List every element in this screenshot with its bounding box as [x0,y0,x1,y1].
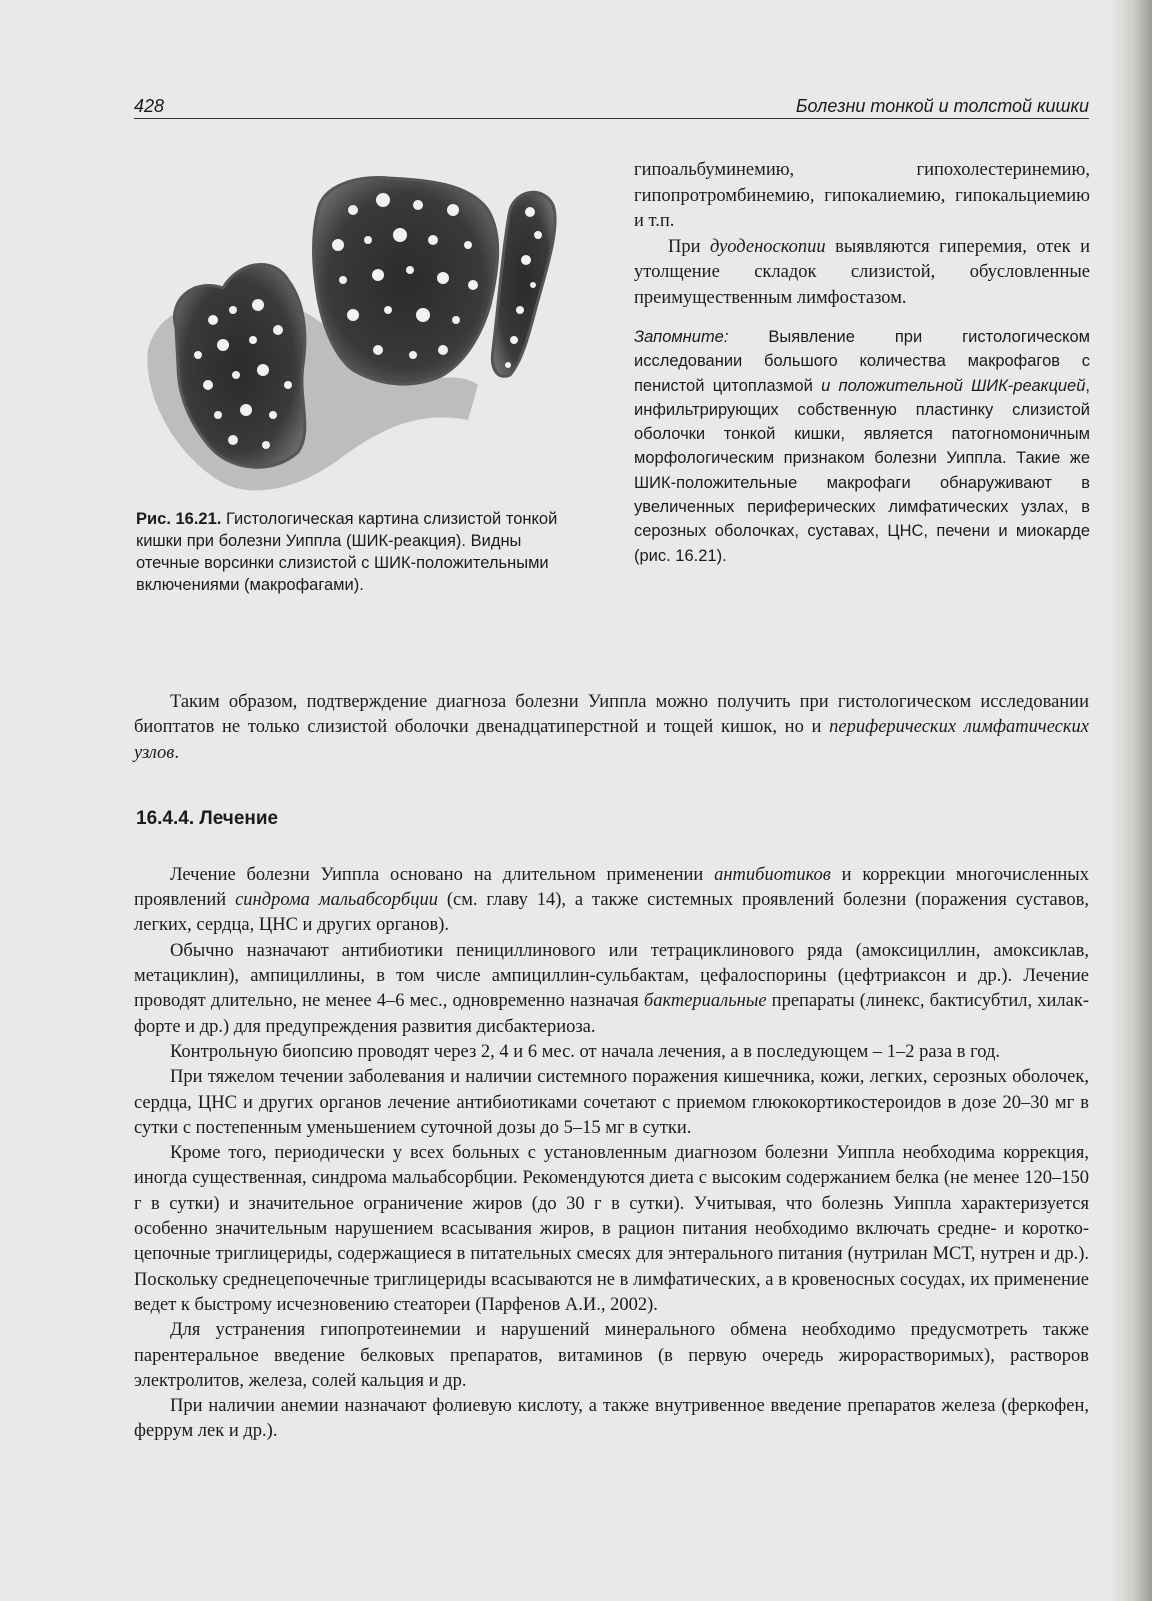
p1-end: . [174,742,179,763]
body-paragraph-3 [134,939,1089,1040]
para2-emphasis: дуоденоскопии [709,236,826,257]
main-body-text [134,690,1089,1445]
para2-start: При [668,236,710,257]
body-paragraph-5: При тяжелом течении заболевания и наличии системного поражения кишечника, кожи, легких, серозных оболочек, сердца, ЦНС и других органов лечение антибиотиками сочетают с приемом глюкокортикостероидов в дозе 20–30 мг в сутки с постепенным уменьшением суточной дозы до 5–15 мг в сутки. [134,1067,1089,1138]
page-edge-shadow [1110,0,1152,1601]
page-number: 428 [134,96,165,116]
right-paragraph-1: гипоальбуминемию, гипохолестеринемию, гипопротромбинемию, гипокалиемию, гипокальциемию и т.п. [634,160,1090,231]
body-paragraph-2 [134,863,1089,939]
note-text-1: Выявление при гистологическом исследовании большого количества макрофагов с пенистой цитоплазмой [634,328,1090,395]
body-paragraph-1 [134,690,1089,766]
caption-text: Гистологическая картина слизистой тонкой кишки при болезни Уиппла (ШИК-реакция). Видны отечные ворсинки слизистой с ШИК-положительными включениями (макрофагами). [136,510,558,594]
remember-note [634,325,1090,568]
histology-figure [138,170,608,508]
section-heading: 16.4.4. Лечение [136,807,279,829]
body-paragraph-8: При наличии анемии назначают фолиевую кислоту, а также внутривенное введение препаратов железа (феркофен, феррум лек и др.). [134,1396,1089,1442]
body-paragraph-6: Кроме того, периодически у всех больных с установленным диагнозом болезни Уиппла необходима коррекция, иногда существенная, синдрома мальабсорбции. Рекомендуются диета с высоким содержанием белка (не менее 120–150 г в сутки) и значительное ограничение жиров (до 30 г в сутки). Учитывая, что болезнь Уиппла характеризуется особенно значительным нарушением всасывания жиров, в рацион питания необходимо включать средне- и коротко-цепочные триглицериды, содержащиеся в питательных смесях для энтерального питания (нутрилан МСТ, нутрен и др.). Поскольку среднецепочечные триглицериды всасываются не в лимфатических, а в кровеносных сосудах, их применение ведет к быстрому исчезновению стеатореи (Парфенов А.И., 2002). [134,1143,1089,1315]
body-paragraph-4: Контрольную биопсию проводят через 2, 4 и 6 мес. от начала лечения, а в последующем – 1–2 раза в год. [170,1041,1001,1062]
note-label: Запомните: [634,328,729,346]
right-paragraph-2 [634,235,1090,312]
note-text-2: , инфильтрирующих собственную пластинку слизистой оболочки тонкой кишки, является патогномоничным морфологическим признаком болезни Уиппла. Такие же ШИК-положительные макрофаги обнаруживают в увеличенных периферических лимфатических узлах, в серозных оболочках, суставах, ЦНС, печени и миокарде (рис. 16.21). [634,376,1090,565]
p1-start: Таким образом, подтверждение диагноза болезни Уиппла можно получить при гистологическом исследовании биоптатов не только слизистой оболочки двенадцатиперстной и тощей кишок, но и [134,692,1089,738]
p2-a: Лечение болезни Уиппла основано на длительном применении [170,864,715,885]
header-title: Болезни тонкой и толстой кишки [795,96,1089,116]
p3-b: препараты (линекс, бактисубтил, хилак-форте и др.) для предупреждения развития дисбактериоза. [134,991,1089,1037]
p2-c: (см. главу 14), а также системных проявлений болезни (поражения суставов, легких, сердца, ЦНС и других органов). [134,890,1089,936]
body-paragraph-7: Для устранения гипопротеинемии и нарушений минерального обмена необходимо предусмотреть также парентеральное введение белковых препаратов, витаминов (в первую очередь жирорастворимых), растворов электролитов, железа, солей кальция и др. [134,1320,1089,1391]
running-header [134,96,1089,119]
right-column [634,158,1090,568]
p2-emphasis-2: синдрома мальабсорбции [235,890,438,911]
caption-label: Рис. 16.21. [136,510,222,528]
para2-end: выявляются гиперемия, отек и утолщение складок слизистой, обусловленные преимущественным лимфостазом. [634,236,1090,308]
p1-emphasis: периферических лимфатических узлов [134,717,1089,763]
histology-illustration [138,170,608,508]
p3-a: Обычно назначают антибиотики пенициллинового или тетрациклинового ряда (амоксициллин, амоксиклав, метациклин), ампициллины, в том числе ампициллин-сульбактам, цефалоспорины (цефтриаксон и др.). Лечение проводят длительно, не менее 4–6 мес., одновременно назначая [134,940,1089,1012]
figure-caption [136,508,572,596]
p2-emphasis-1: антибиотиков [714,864,831,885]
p3-emphasis: бактериальные [643,991,767,1012]
p2-b: и коррекции многочисленных проявлений [134,864,1089,911]
note-emphasis: и положительной ШИК-реакцией [821,376,1086,395]
